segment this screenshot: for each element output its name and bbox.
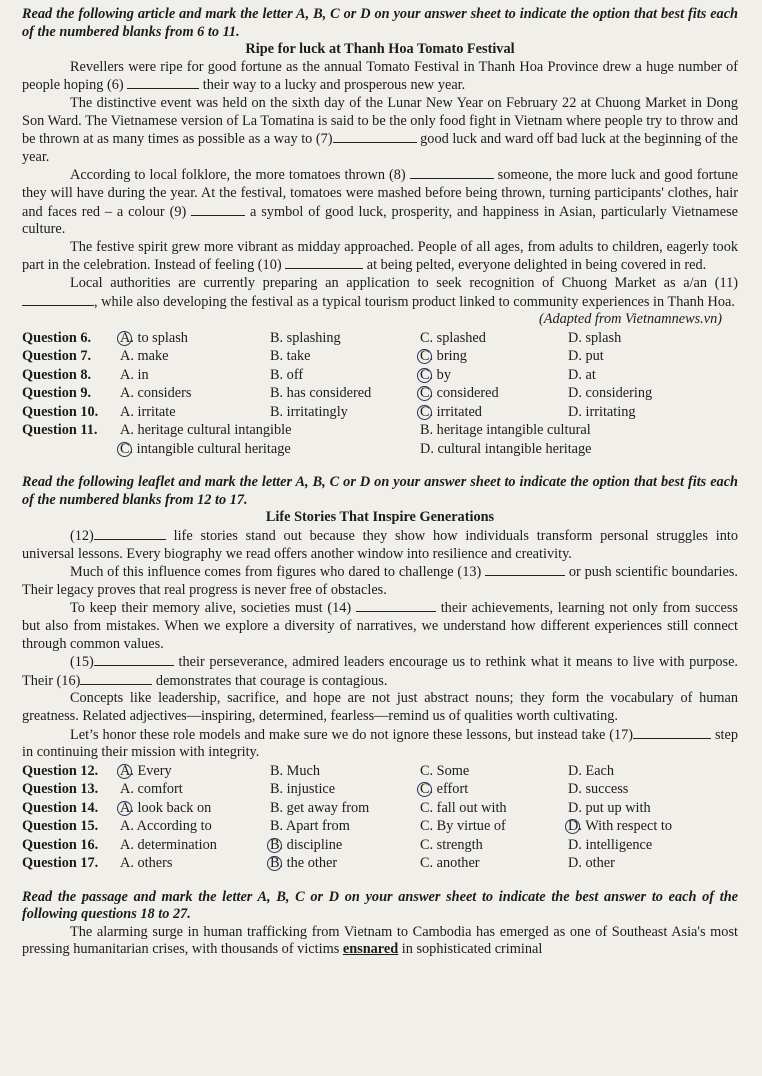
- underlined-word: ensnared: [342, 941, 399, 958]
- option-d[interactable]: D. other: [568, 855, 615, 872]
- option-c[interactable]: C. effort: [420, 780, 568, 799]
- question-label: Question 11.: [22, 422, 98, 439]
- option-b[interactable]: B. the other: [270, 854, 420, 873]
- option-a[interactable]: A. others: [120, 855, 173, 872]
- circled-answer-mark: [117, 442, 132, 457]
- article-paragraph-5: Local authorities are currently preparing an application to seek recognition of Chuong Market as a/an (11), while also developing the festival as a typical tourism product linked to community experiences in Thanh Hoa.: [22, 275, 738, 311]
- question-row: [22, 403, 738, 422]
- question-label: Question 14.: [22, 799, 99, 816]
- circled-answer-mark: [417, 405, 432, 420]
- option-c[interactable]: C. splashed: [420, 329, 486, 346]
- question-label: Question 8.: [22, 366, 92, 383]
- blank-12: [94, 527, 166, 540]
- leaflet-paragraph-1: (12) life stories stand out because they show how individuals transform personal struggles into universal lessons. Every biography we read offers another window into resilience and creativity.: [22, 527, 738, 562]
- question-label: Question 12.: [22, 762, 99, 779]
- question-row: [22, 836, 738, 855]
- option-c[interactable]: C. irritated: [420, 403, 568, 422]
- question-label: Question 16.: [22, 836, 99, 853]
- question-label: Question 9.: [22, 385, 92, 402]
- circled-answer-mark: [117, 801, 132, 816]
- option-b[interactable]: B. injustice: [270, 781, 336, 798]
- leaflet-paragraph-2: Much of this influence comes from figures who dared to challenge (13) or push scientific boundaries. Their legacy proves that real progress is never free of obstacles.: [22, 564, 738, 598]
- option-b[interactable]: B. irritatingly: [270, 403, 348, 420]
- question-row: [22, 329, 738, 348]
- option-b[interactable]: B. has considered: [270, 385, 372, 402]
- passage-paragraph-1: The alarming surge in human trafficking from Vietnam to Cambodia has emerged as one of Southeast Asia's most pressing humanitarian crises, with thousands of victims ensnared in sophisticated criminal: [22, 923, 738, 958]
- option-a[interactable]: A. determination: [120, 836, 217, 853]
- leaflet-paragraph-5: Concepts like leadership, sacrifice, and hope are not just abstract nouns; they form the vocabulary of human greatness. Related adjectives—inspiring, determined, fearless—remind us of qualities worth cultivating.: [22, 690, 738, 724]
- option-b[interactable]: B. splashing: [270, 329, 341, 346]
- article-paragraph-3: According to local folklore, the more tomatoes thrown (8) someone, the more luck and good fortune they will have during the year. At the festival, tomatoes were mashed before being thrown, turning participants' clothes, hair and faces red – a colour (9) a symbol of good luck, prosperity, and happiness in Asian, particularly Vietnamese culture.: [22, 167, 738, 238]
- article-paragraph-2: The distinctive event was held on the sixth day of the Lunar New Year on February 22 at Chuong Market in Dong Son Ward. The Vietnamese version of La Tomatina is said to be the only food fight in Vietnam where people try to throw and be thrown at as many times as possible as a way to (7) good luck and ward off bad luck at the beginning of the year.: [22, 94, 738, 165]
- question-label: Question 10.: [22, 403, 99, 420]
- option-d[interactable]: D. cultural intangible heritage: [420, 440, 592, 457]
- option-a[interactable]: A. comfort: [120, 781, 183, 798]
- blank-9: [191, 203, 245, 216]
- option-a[interactable]: A. Every: [120, 762, 270, 781]
- option-d[interactable]: D. With respect to: [568, 817, 718, 836]
- question-label: Question 13.: [22, 781, 99, 798]
- blank-17: [633, 726, 711, 739]
- option-c[interactable]: C. bring: [420, 347, 568, 366]
- option-a[interactable]: A. to splash: [120, 329, 270, 348]
- leaflet-paragraph-6: Let’s honor these role models and make sure we do not ignore these lessons, but instead take (17) step in continuing their mission with integrity.: [22, 726, 738, 761]
- question-row: [22, 780, 738, 799]
- question-row: [22, 384, 738, 403]
- option-a[interactable]: A. look back on: [120, 799, 270, 818]
- questions-6-11: [22, 329, 738, 459]
- article-paragraph-1: Revellers were ripe for good fortune as the annual Tomato Festival in Thanh Hoa Province drew a huge number of people hoping (6) their way to a lucky and prosperous new year.: [22, 58, 738, 94]
- blank-8: [410, 166, 494, 179]
- option-b[interactable]: B. take: [270, 348, 311, 365]
- option-b[interactable]: B. heritage intangible cultural: [420, 422, 591, 439]
- option-a[interactable]: A. heritage cultural intangible: [120, 422, 292, 439]
- option-b[interactable]: B. Apart from: [270, 818, 350, 835]
- question-row: [22, 421, 738, 440]
- option-a[interactable]: A. irritate: [120, 403, 176, 420]
- blank-7: [333, 130, 417, 143]
- option-d[interactable]: D. put up with: [568, 799, 651, 816]
- leaflet-paragraph-4: (15) their perseverance, admired leaders encourage us to rethink what it means to live with purpose. Their (16) demonstrates that courage is contagious.: [22, 654, 738, 689]
- blank-16: [80, 672, 152, 685]
- blank-10: [285, 256, 363, 269]
- question-row: [22, 347, 738, 366]
- question-row: [22, 762, 738, 781]
- option-a[interactable]: A. make: [120, 348, 169, 365]
- section1-instruction: Read the following article and mark the letter A, B, C or D on your answer sheet to indicate the option that best fits each of the numbered blanks from 6 to 11.: [22, 6, 738, 40]
- question-label: Question 6.: [22, 329, 92, 346]
- blank-15: [94, 653, 174, 666]
- option-a[interactable]: A. According to: [120, 818, 212, 835]
- leaflet-paragraph-3: To keep their memory alive, societies must (14) their achievements, learning not only from success but also from mistakes. When we explore a diversity of narratives, we understand how different experiences still connect through common values.: [22, 600, 738, 652]
- option-d[interactable]: D. irritating: [568, 403, 636, 420]
- circled-answer-mark: [267, 838, 282, 853]
- option-b[interactable]: B. off: [270, 366, 304, 383]
- circled-answer-mark: [117, 331, 132, 346]
- option-c[interactable]: C. fall out with: [420, 799, 507, 816]
- option-d[interactable]: D. put: [568, 348, 604, 365]
- option-b[interactable]: B. get away from: [270, 799, 370, 816]
- option-c[interactable]: C. intangible cultural heritage: [120, 440, 420, 459]
- option-c[interactable]: C. strength: [420, 836, 483, 853]
- circled-answer-mark: [117, 764, 132, 779]
- question-label: Question 15.: [22, 818, 99, 835]
- option-c[interactable]: C. considered: [420, 384, 568, 403]
- option-d[interactable]: D. at: [568, 366, 596, 383]
- question-label: Question 17.: [22, 855, 99, 872]
- question-label: Question 7.: [22, 348, 92, 365]
- question-row: [22, 440, 738, 459]
- section2-title: Life Stories That Inspire Generations: [265, 509, 495, 526]
- questions-12-17: [22, 762, 738, 873]
- option-a[interactable]: A. considers: [120, 385, 192, 402]
- question-row: [22, 854, 738, 873]
- option-d[interactable]: D. intelligence: [568, 836, 653, 853]
- article-source: (Adapted from Vietnamnews.vn): [538, 311, 722, 328]
- section2-instruction: Read the following leaflet and mark the letter A, B, C or D on your answer sheet to indicate the option that best fits each of the numbered blanks from 12 to 17.: [22, 474, 738, 508]
- option-c[interactable]: C. Some: [420, 762, 470, 779]
- blank-14: [356, 599, 436, 612]
- option-d[interactable]: D. Each: [568, 762, 615, 779]
- option-d[interactable]: D. success: [568, 781, 629, 798]
- question-row: [22, 817, 738, 836]
- blank-6: [127, 76, 199, 89]
- question-row: [22, 366, 738, 385]
- blank-13: [485, 563, 565, 576]
- option-b[interactable]: B. Much: [270, 762, 321, 779]
- option-c[interactable]: C. another: [420, 855, 480, 872]
- circled-answer-mark: [417, 368, 432, 383]
- option-d[interactable]: D. considering: [568, 385, 653, 402]
- section3-instruction: Read the passage and mark the letter A, B, C or D on your answer sheet to indicate the best answer to each of the following questions 18 to 27.: [22, 888, 738, 923]
- article-paragraph-4: The festive spirit grew more vibrant as midday approached. People of all ages, from adults to children, eagerly took part in the celebration. Instead of feeling (10) at being pelted, everyone delighted in being covered in red.: [22, 238, 738, 274]
- option-a[interactable]: A. in: [120, 366, 149, 383]
- option-d[interactable]: D. splash: [568, 329, 622, 346]
- question-row: [22, 799, 738, 818]
- option-b[interactable]: B. discipline: [270, 836, 420, 855]
- blank-11: [22, 293, 94, 306]
- option-c[interactable]: C. By virtue of: [420, 818, 506, 835]
- option-c[interactable]: C. by: [420, 366, 568, 385]
- section1-title: Ripe for luck at Thanh Hoa Tomato Festival: [245, 41, 515, 58]
